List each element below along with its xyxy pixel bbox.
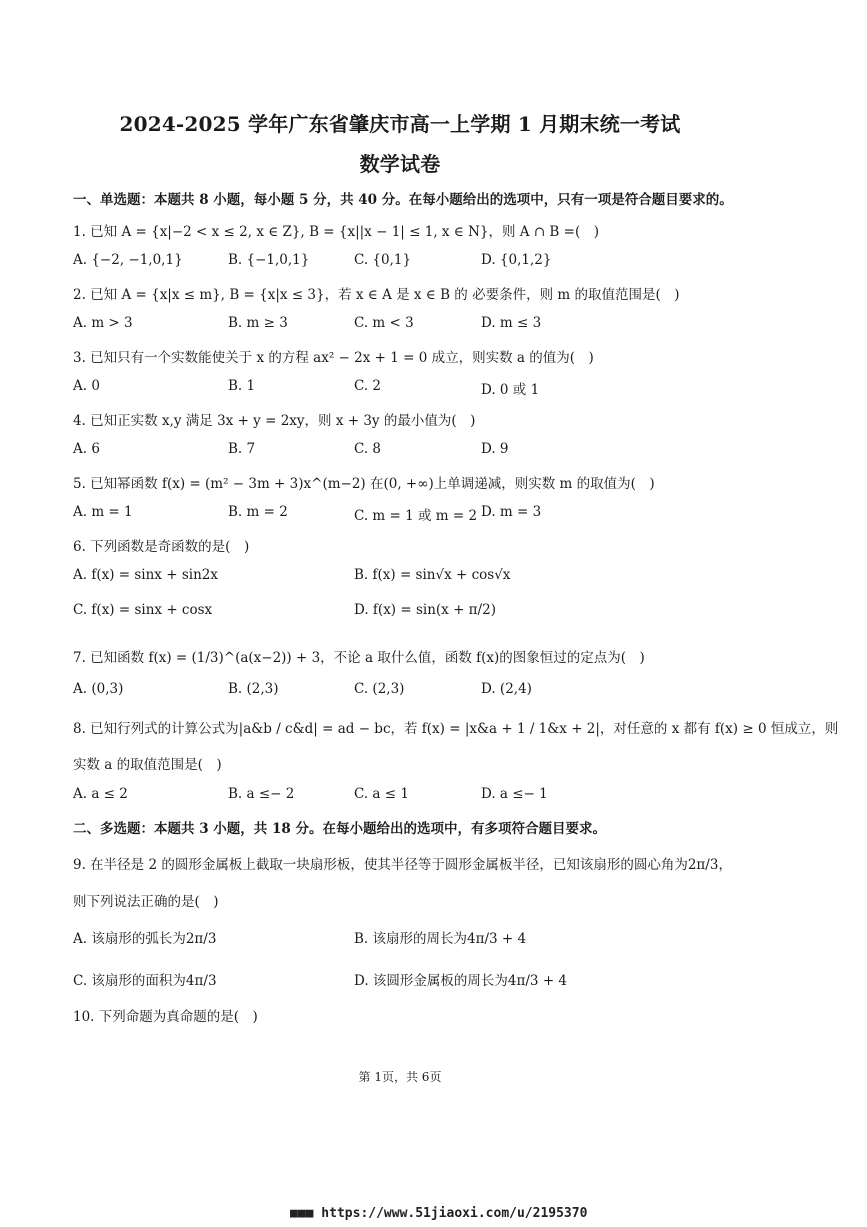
option-5a: A. m = 1 (73, 504, 133, 520)
question-6: 6. 下列函数是奇函数的是( ) (73, 539, 250, 555)
option-9b: B. 该扇形的周长为4π/3 + 4 (354, 931, 527, 947)
question-8-cont: 实数 a 的取值范围是( ) (73, 757, 222, 773)
option-3a: A. 0 (73, 378, 100, 394)
option-1c: C. {0,1} (354, 252, 412, 268)
section-heading-multi: 二、多选题：本题共 3 小题，共 18 分。在每小题给出的选项中，有多项符合题目要求。 (73, 821, 606, 837)
question-9-cont: 则下列说法正确的是( ) (73, 894, 219, 910)
option-7a: A. (0,3) (73, 681, 124, 697)
page-subtitle: 数学试卷 (359, 152, 441, 176)
option-2c: C. m < 3 (354, 315, 414, 331)
option-4b: B. 7 (228, 441, 256, 457)
option-4d: D. 9 (481, 441, 509, 457)
option-7d: D. (2,4) (481, 681, 532, 697)
option-1a: A. {−2, −1,0,1} (73, 252, 183, 268)
option-9c: C. 该扇形的面积为4π/3 (73, 973, 217, 989)
question-3: 3. 已知只有一个实数能使关于 x 的方程 ax² − 2x + 1 = 0 成立，则实数 a 的值为( ) (73, 350, 594, 366)
option-3b: B. 1 (228, 378, 256, 394)
option-6a: A. f(x) = sinx + sin2x (73, 567, 218, 583)
option-2a: A. m > 3 (73, 315, 133, 331)
question-1: 1. 已知 A = {x|−2 < x ≤ 2, x ∈ Z}, B = {x||x − 1| ≤ 1, x ∈ N}，则 A ∩ B =( ) (73, 224, 599, 240)
option-3c: C. 2 (354, 378, 382, 394)
option-8a: A. a ≤ 2 (73, 786, 128, 802)
option-8c: C. a ≤ 1 (354, 786, 409, 802)
option-4a: A. 6 (73, 441, 100, 457)
question-8: 8. 已知行列式的计算公式为|a&b / c&d| = ad − bc，若 f(x) = |x&a + 1 / 1&x + 2|，对任意的 x 都有 f(x) ≥ 0 恒成立，则 (73, 721, 839, 737)
watermark-url: ■■■ https://www.51jiaoxi.com/u/2195370 (290, 1206, 588, 1221)
option-1b: B. {−1,0,1} (228, 252, 310, 268)
option-9d: D. 该圆形金属板的周长为4π/3 + 4 (354, 973, 568, 989)
question-9: 9. 在半径是 2 的圆形金属板上截取一块扇形板，使其半径等于圆形金属板半径，已知该扇形的圆心角为2π/3， (73, 857, 732, 873)
question-4: 4. 已知正实数 x,y 满足 3x + y = 2xy，则 x + 3y 的最小值为( ) (73, 413, 476, 429)
option-5c: C. m = 1 或 m = 2 (354, 508, 478, 524)
option-2d: D. m ≤ 3 (481, 315, 542, 331)
page-title: 2024-2025 学年广东省肇庆市高一上学期 1 月期末统一考试 (119, 112, 681, 136)
page-footer: 第 1页，共 6页 (358, 1070, 442, 1084)
question-7: 7. 已知函数 f(x) = (1/3)^(a(x−2)) + 3，不论 a 取什么值，函数 f(x)的图象恒过的定点为( ) (73, 650, 645, 666)
option-3d: D. 0 或 1 (481, 382, 540, 398)
option-9a: A. 该扇形的弧长为2π/3 (73, 931, 217, 947)
option-4c: C. 8 (354, 441, 382, 457)
question-2: 2. 已知 A = {x|x ≤ m}, B = {x|x ≤ 3}，若 x ∈ A 是 x ∈ B 的 必要条件，则 m 的取值范围是( ) (73, 287, 680, 303)
question-10: 10. 下列命题为真命题的是( ) (73, 1009, 258, 1025)
option-8b: B. a ≤− 2 (228, 786, 295, 802)
section-heading-single: 一、单选题：本题共 8 小题，每小题 5 分，共 40 分。在每小题给出的选项中，只有一项是符合题目要求的。 (73, 192, 733, 208)
option-6b: B. f(x) = sin√x + cos√x (354, 567, 511, 583)
option-6d: D. f(x) = sin(x + π/2) (354, 602, 496, 618)
option-7c: C. (2,3) (354, 681, 405, 697)
option-5b: B. m = 2 (228, 504, 288, 520)
option-6c: C. f(x) = sinx + cosx (73, 602, 213, 618)
question-5: 5. 已知幂函数 f(x) = (m² − 3m + 3)x^(m−2) 在(0, +∞)上单调递减，则实数 m 的取值为( ) (73, 476, 655, 492)
option-2b: B. m ≥ 3 (228, 315, 288, 331)
option-1d: D. {0,1,2} (481, 252, 552, 268)
option-5d: D. m = 3 (481, 504, 542, 520)
option-8d: D. a ≤− 1 (481, 786, 548, 802)
option-7b: B. (2,3) (228, 681, 279, 697)
